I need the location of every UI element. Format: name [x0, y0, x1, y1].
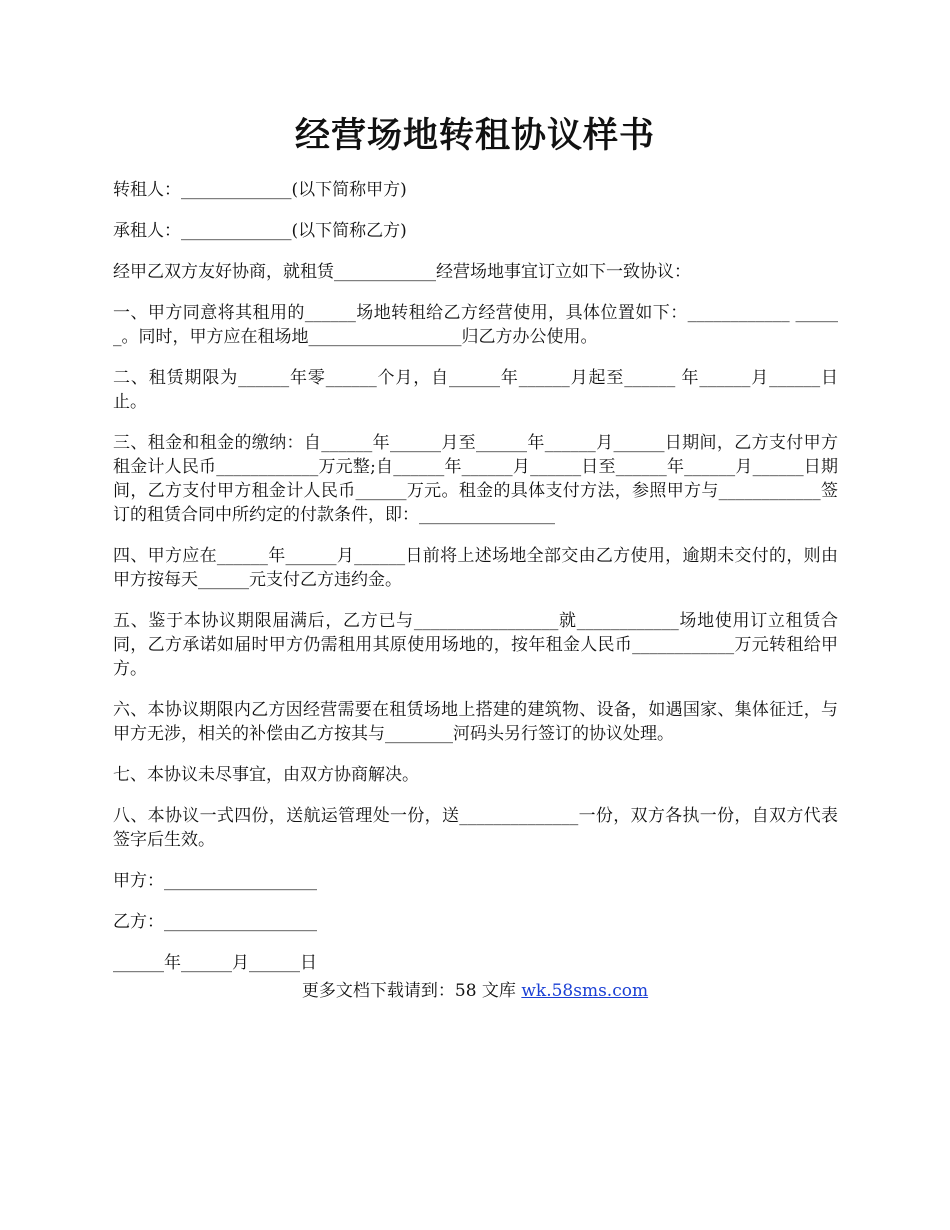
clause-5: 五、鉴于本协议期限届满后，乙方已与_________________就____________场地使用订立租赁合同，乙方承诺如届时甲方仍需租用其原使用场地的，按年租金人民币____________万元转租给甲方。 [113, 611, 838, 679]
clause-1: 一、甲方同意将其租用的______场地转租给乙方经营使用，具体位置如下：____________ ______。同时，甲方应在租场地__________________归乙方办公使用。 [113, 303, 838, 347]
paragraph-sublessor: 转租人：_____________(以下简称甲方) [113, 180, 407, 200]
download-footer [0, 979, 950, 1003]
clause-2: 二、租赁期限为______年零______个月，自______年______月起至______ 年______月______日止。 [113, 368, 838, 412]
signature-party-b: 乙方：__________________ [113, 912, 317, 932]
document-body [113, 178, 838, 992]
document-title: 经营场地转租协议样书 [294, 115, 655, 156]
footer-link[interactable]: wk.58sms.com [521, 981, 649, 1001]
clause-7: 七、本协议未尽事宜，由双方协商解决。 [113, 765, 419, 785]
paragraph-sublessee: 承租人：_____________(以下简称乙方) [113, 221, 407, 241]
signature-party-a: 甲方：__________________ [113, 871, 317, 891]
paragraph-preamble: 经甲乙双方友好协商，就租赁____________经营场地事宜订立如下一致协议： [113, 262, 691, 282]
footer-prefix: 更多文档下载请到：58 文库 [301, 981, 522, 1001]
clause-3: 三、租金和租金的缴纳：自______年______月至______年______月______日期间，乙方支付甲方租金计人民币____________万元整;自______年______月______日至______年______月______日期间，乙方支付甲方租金计人民币______万元。租金的具体支付方法，参照甲方与____________签订的租赁合同中所约定的付款条件，即：________________ [113, 433, 838, 525]
clause-8: 八、本协议一式四份，送航运管理处一份，送______________一份，双方各执一份，自双方代表签字后生效。 [113, 806, 838, 850]
signature-date: ______年______月______日 [113, 953, 317, 973]
clause-6: 六、本协议期限内乙方因经营需要在租赁场地上搭建的建筑物、设备，如遇国家、集体征迁，与甲方无涉，相关的补偿由乙方按其与________河码头另行签订的协议处理。 [113, 700, 838, 744]
clause-4: 四、甲方应在______年______月______日前将上述场地全部交由乙方使用，逾期未交付的，则由甲方按每天______元支付乙方违约金。 [113, 546, 838, 590]
